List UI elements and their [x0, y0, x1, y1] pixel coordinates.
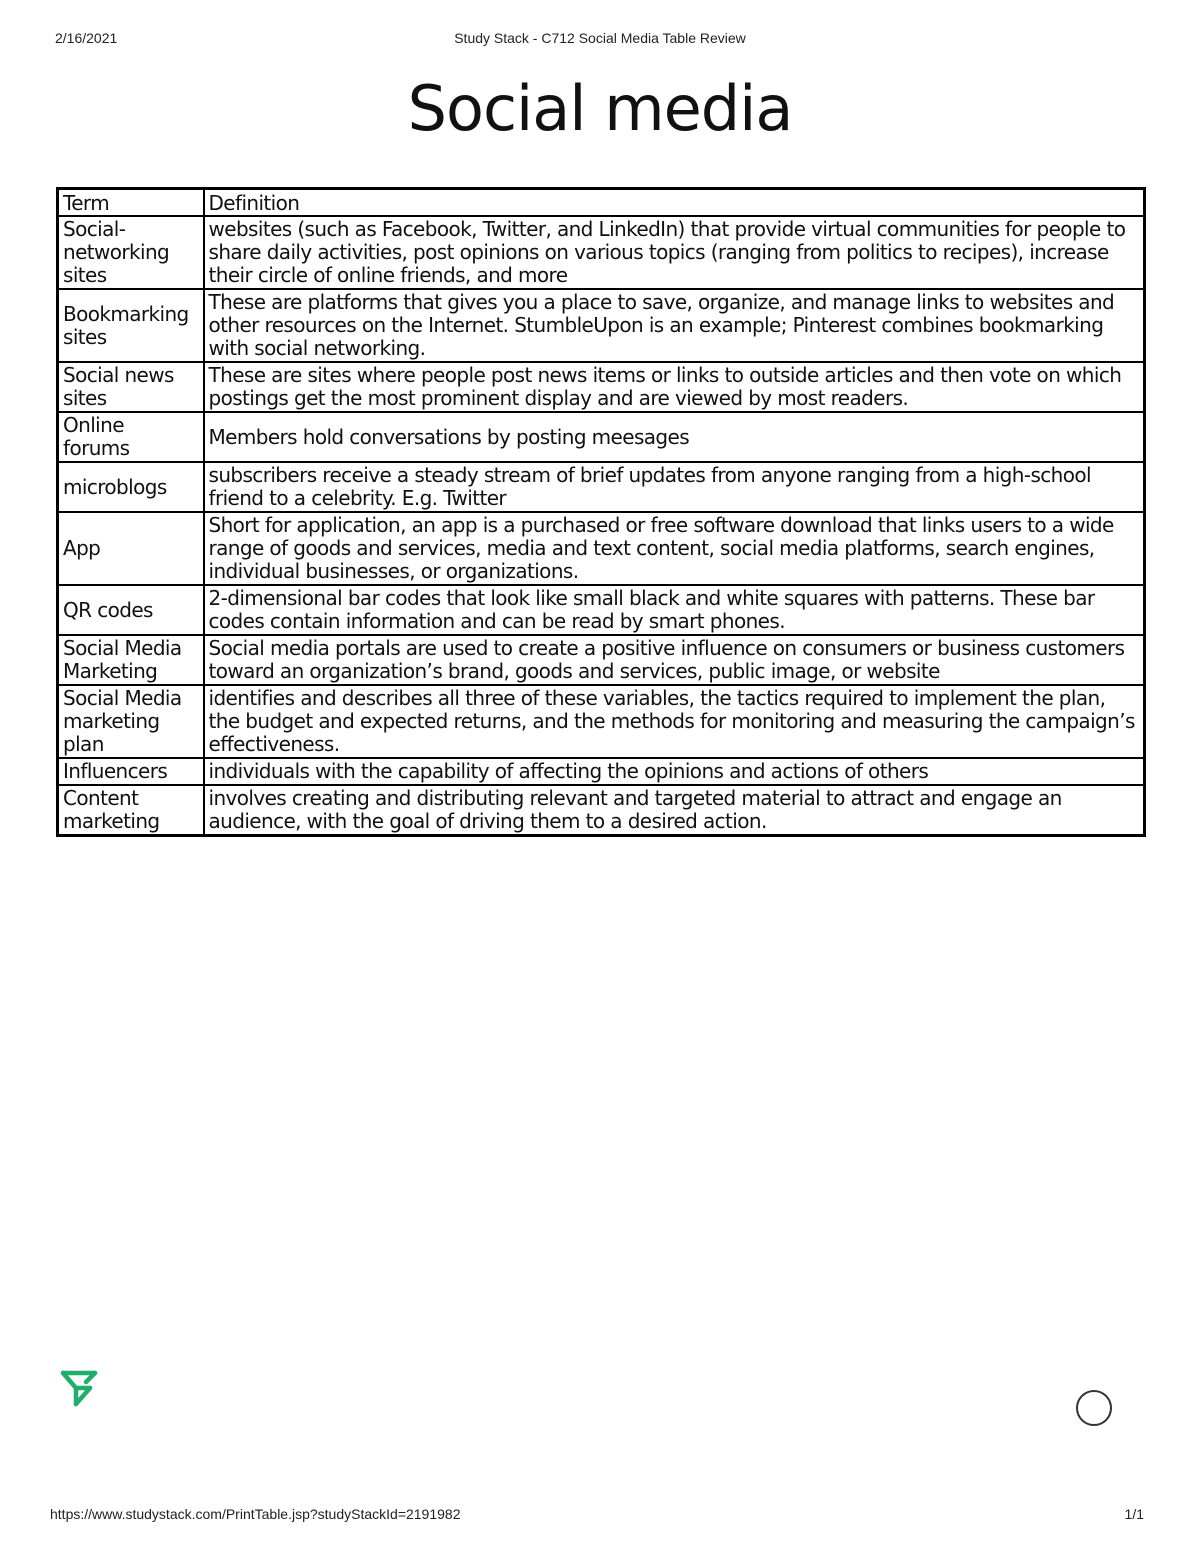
definition-cell: These are sites where people post news items or links to outside articles and then vote on which postings get the most prominent display and are viewed by most readers. [204, 362, 1145, 412]
term-cell: QR codes [58, 585, 204, 635]
term-cell: Online forums [58, 412, 204, 462]
column-header-definition: Definition [204, 189, 1145, 217]
studystack-logo-icon [60, 1368, 98, 1408]
table-row [58, 785, 1145, 836]
definition-cell: identifies and describes all three of these variables, the tactics required to implement the plan, the budget and expected returns, and the methods for monitoring and measuring the campaign’s effectiveness. [204, 685, 1145, 758]
table-row [58, 585, 1145, 635]
definition-cell: individuals with the capability of affecting the opinions and actions of others [204, 758, 1145, 785]
circle-icon[interactable] [1076, 1390, 1112, 1426]
table-row [58, 685, 1145, 758]
table-row [58, 216, 1145, 289]
definition-cell: Short for application, an app is a purchased or free software download that links users to a wide range of goods and services, media and text content, social media platforms, search engines, individual businesses, or organizations. [204, 512, 1145, 585]
print-url: https://www.studystack.com/PrintTable.jsp?studyStackId=2191982 [50, 1506, 461, 1522]
definition-cell: Social media portals are used to create a positive influence on consumers or business customers toward an organization’s brand, goods and services, public image, or website [204, 635, 1145, 685]
term-cell: microblogs [58, 462, 204, 512]
table-header-row [58, 189, 1145, 217]
term-cell: Content marketing [58, 785, 204, 836]
definition-cell: involves creating and distributing relevant and targeted material to attract and engage an audience, with the goal of driving them to a desired action. [204, 785, 1145, 836]
table-row [58, 635, 1145, 685]
print-doc-title: Study Stack - C712 Social Media Table Review [454, 30, 746, 46]
table-row [58, 362, 1145, 412]
term-cell: Influencers [58, 758, 204, 785]
term-cell: App [58, 512, 204, 585]
print-page-number: 1/1 [1124, 1506, 1144, 1522]
definition-cell: 2-dimensional bar codes that look like small black and white squares with patterns. These bar codes contain information and can be read by smart phones. [204, 585, 1145, 635]
table-row [58, 462, 1145, 512]
term-cell: Social Media Marketing [58, 635, 204, 685]
term-cell: Social Media marketing plan [58, 685, 204, 758]
table-row [58, 289, 1145, 362]
terms-table [56, 187, 1146, 837]
term-cell: Social- networking sites [58, 216, 204, 289]
print-footer [0, 1506, 1200, 1524]
definition-cell: subscribers receive a steady stream of brief updates from anyone ranging from a high-school friend to a celebrity. E.g. Twitter [204, 462, 1145, 512]
definition-cell: websites (such as Facebook, Twitter, and LinkedIn) that provide virtual communities for people to share daily activities, post opinions on various topics (ranging from politics to recipes), increase their circle of online friends, and more [204, 216, 1145, 289]
table-row [58, 412, 1145, 462]
definition-cell: Members hold conversations by posting meesages [204, 412, 1145, 462]
definition-cell: These are platforms that gives you a place to save, organize, and manage links to websites and other resources on the Internet. StumbleUpon is an example; Pinterest combines bookmarking with social networking. [204, 289, 1145, 362]
term-cell: Bookmarking sites [58, 289, 204, 362]
table-row [58, 758, 1145, 785]
print-header [0, 30, 1200, 48]
page-title: Social media [407, 72, 793, 145]
column-header-term: Term [58, 189, 204, 217]
term-cell: Social news sites [58, 362, 204, 412]
table-row [58, 512, 1145, 585]
print-date: 2/16/2021 [55, 30, 118, 46]
